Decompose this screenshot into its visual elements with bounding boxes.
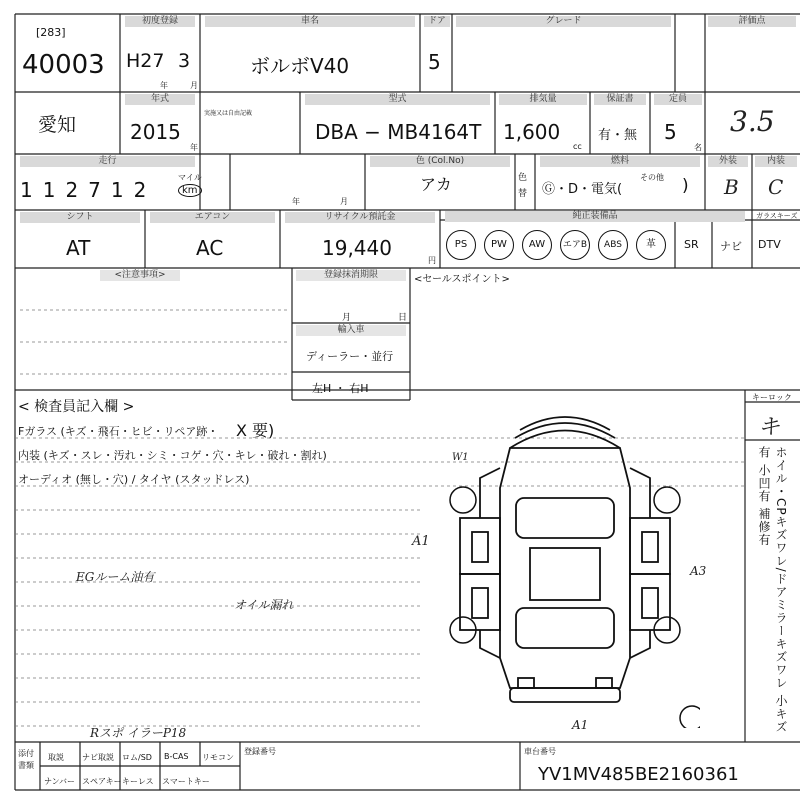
fuel-close: ) <box>682 176 689 196</box>
registration-month: 3 <box>178 50 191 72</box>
label-car-name: 車名 <box>205 16 415 27</box>
equipment-leather: 革 <box>636 230 666 260</box>
mark-a-right: A3 <box>690 564 707 578</box>
model-code: DBA − MB4164T <box>315 120 482 144</box>
item-number: ナンバー <box>44 777 76 786</box>
equipment-sr: SR <box>684 238 699 251</box>
item-remote: リモコン <box>202 753 234 762</box>
lot-number: 40003 <box>22 50 105 80</box>
chassis-number: YV1MV485BE2160361 <box>538 764 739 785</box>
equipment-navi: ナビ <box>720 240 742 253</box>
label-doors: ドア <box>424 16 450 27</box>
fuel-other: その他 <box>640 173 664 182</box>
model-year: 2015 <box>130 120 181 144</box>
key-lock-value: キ <box>758 415 781 440</box>
fuel-options: Ⓖ・D・電気( <box>542 182 623 197</box>
label-capacity: 定員 <box>654 94 702 105</box>
label-aircon: エアコン <box>150 212 275 223</box>
small-note: 実施又は自由記載 <box>204 110 253 117</box>
equipment-aw: AW <box>522 230 552 260</box>
aircon: AC <box>196 236 224 260</box>
label-grade: グレード <box>456 16 671 27</box>
color: アカ <box>420 175 452 194</box>
car-diagram <box>430 408 700 728</box>
mark-a-bottom: A1 <box>572 718 589 732</box>
label-color: 色 (Col.No) <box>370 156 510 167</box>
handwritten-spoiler: Rスポ イラーP18 <box>90 726 187 740</box>
attachments-label: 添付書類 <box>18 749 34 770</box>
inspector-line1-mark: X 要) <box>236 421 275 440</box>
item-spare-key: スペアキー <box>82 777 122 786</box>
displacement: 1,600 <box>503 120 561 144</box>
item-bcas: B-CAS <box>164 752 189 761</box>
model-year-unit: 年 <box>190 143 198 152</box>
equipment-airbag: エアB <box>560 230 590 260</box>
mileage: 112712 <box>20 178 157 202</box>
mileage-unit-top: マイル <box>178 173 202 182</box>
handwritten-oil: オイル漏れ <box>234 598 294 612</box>
label-recycle: リサイクル預託金 <box>285 212 435 223</box>
shaken-year-unit: 年 <box>292 197 300 206</box>
equipment-dtv: DTV <box>758 238 781 251</box>
score: 3.5 <box>730 105 775 138</box>
lot-bracket: [283] <box>36 26 66 39</box>
chassis-label: 車台番号 <box>524 747 556 756</box>
import-type: ディーラー・並行 <box>306 350 394 363</box>
color-swap-label: 色替 <box>518 173 528 199</box>
shift: AT <box>66 236 91 260</box>
deadline-month: 月 <box>342 313 352 323</box>
doors: 5 <box>428 50 441 74</box>
region: 愛知 <box>38 114 77 136</box>
label-model-code: 型式 <box>305 94 490 105</box>
interior: C <box>768 175 784 199</box>
label-score: 評価点 <box>708 16 796 27</box>
recycle-unit: 円 <box>428 256 436 265</box>
handwritten-eg: EGルーム油有 <box>76 570 155 584</box>
item-rom-sd: ロム/SD <box>122 753 152 762</box>
mark-w: W1 <box>452 452 469 463</box>
capacity: 5 <box>664 120 677 144</box>
side-legend: ホイル・CPキズワレ/ドアミラーキズワレ 小キズ有 小凹有 補修有 <box>757 446 788 734</box>
exterior: B <box>724 175 739 199</box>
item-manual: 取説 <box>48 753 64 762</box>
inspector-line1: Fガラス (キズ・飛石・ヒビ・リペア跡・ <box>18 425 219 438</box>
import-label: 輸入車 <box>296 325 406 336</box>
label-warranty: 保証書 <box>594 94 646 105</box>
label-displacement: 排気量 <box>499 94 587 105</box>
recycle-fee: 19,440 <box>322 236 392 260</box>
label-interior: 内装 <box>755 156 797 167</box>
item-keyless: キーレス <box>122 777 154 786</box>
label-fuel: 燃料 <box>540 156 700 167</box>
label-mileage: 走行 <box>20 156 195 167</box>
inspector-title: < 検査員記入欄 > <box>18 399 135 415</box>
item-navi-manual: ナビ取説 <box>82 753 114 762</box>
registration-year-unit: 年 <box>160 81 168 90</box>
label-equipment: 純正装備品 <box>445 211 745 222</box>
reg-number-label: 登録番号 <box>244 747 276 756</box>
steering: 左H ・ 右H <box>312 382 369 395</box>
capacity-unit: 名 <box>694 143 702 152</box>
deadline-label: 登録抹消期限 <box>296 270 406 281</box>
label-shift: シフト <box>20 212 140 223</box>
inspector-line2: 内装 (キズ・スレ・汚れ・シミ・コゲ・穴・キレ・破れ・割れ) <box>18 449 327 462</box>
deadline-day: 日 <box>398 313 408 323</box>
equipment-extra-label: ガラスキーズ <box>756 212 798 220</box>
label-first-registration: 初度登録 <box>125 16 195 27</box>
displacement-unit: cc <box>573 142 582 151</box>
label-model-year: 年式 <box>125 94 195 105</box>
inspector-line3: オーディオ (無し・穴) / タイヤ (スタッドレス) <box>18 473 250 486</box>
mark-a-left: A1 <box>412 534 430 549</box>
item-smart-key: スマートキー <box>162 777 210 786</box>
equipment-ps: PS <box>446 230 476 260</box>
registration-month-unit: 月 <box>190 81 198 90</box>
sales-point-label: <セールスポイント> <box>414 274 510 285</box>
registration-era: H27 <box>126 50 165 72</box>
equipment-abs: ABS <box>598 230 628 260</box>
warranty: 有・無 <box>598 128 638 143</box>
attention-label: <注意事項> <box>100 270 180 281</box>
key-lock-label: キーロック <box>752 393 792 402</box>
label-exterior: 外装 <box>708 156 748 167</box>
equipment-pw: PW <box>484 230 514 260</box>
mileage-unit: km <box>178 184 202 197</box>
car-name: ボルボV40 <box>250 54 350 78</box>
shaken-month-unit: 月 <box>340 197 348 206</box>
